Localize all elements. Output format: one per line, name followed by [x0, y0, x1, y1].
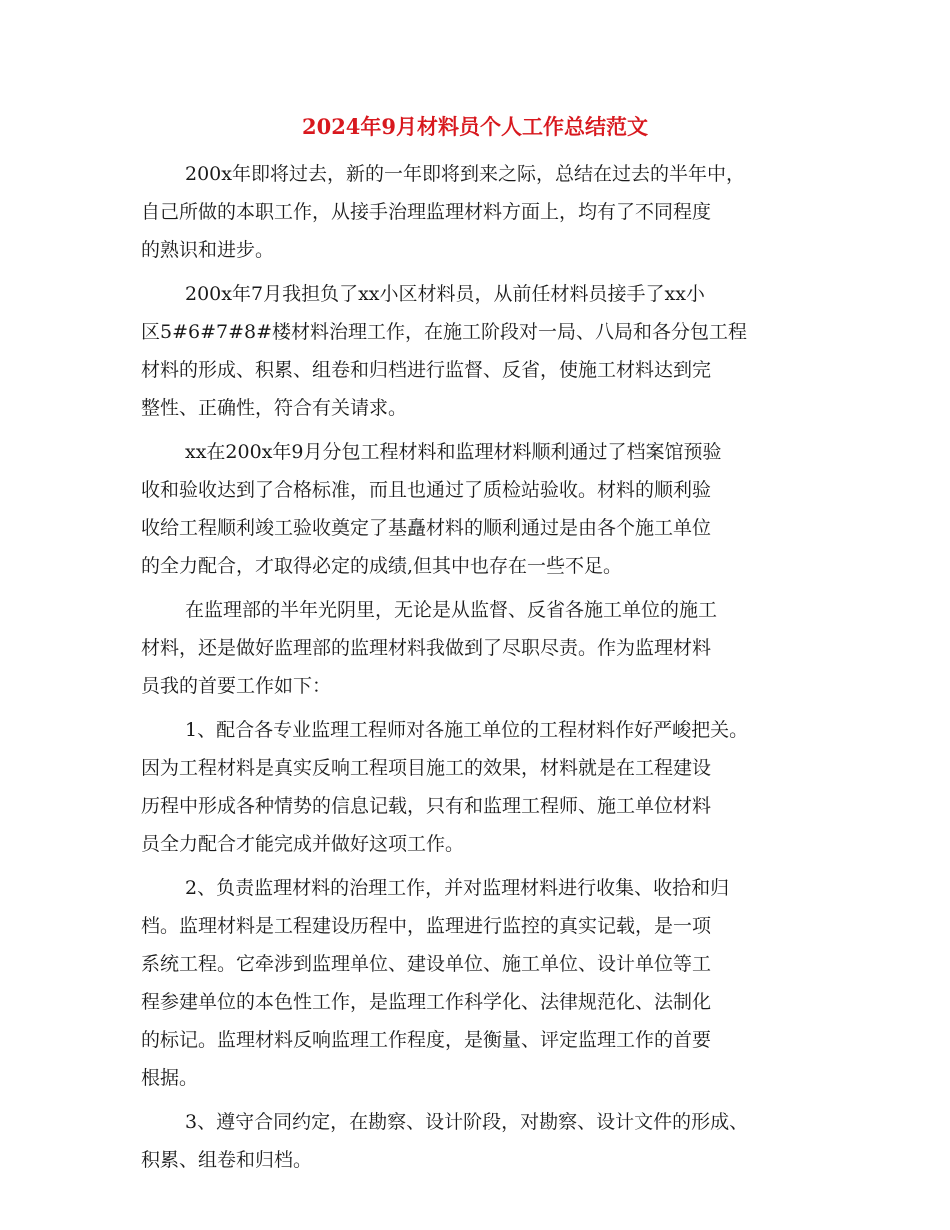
paragraph-6 [141, 869, 831, 1097]
text-line: 档。监理材料是工程建设历程中，监理进行监控的真实记载，是一项 [141, 915, 712, 937]
text-line: 的标记。监理材料反响监理工作程度，是衡量、评定监理工作的首要 [141, 1029, 712, 1051]
text-line: 区5#6#7#8#楼材料治理工作，在施工阶段对一局、八局和各分包工程 [141, 321, 748, 343]
text-line: 1、配合各专业监理工程师对各施工单位的工程材料作好严峻把关。 [185, 719, 749, 741]
text-line: 2、负责监理材料的治理工作，并对监理材料进行收集、收拾和归 [185, 877, 730, 899]
text-line: 因为工程材料是真实反响工程项目施工的效果，材料就是在工程建设 [141, 757, 712, 779]
paragraph-5 [141, 711, 831, 863]
paragraph-3 [141, 433, 831, 585]
text-line: 系统工程。它牵涉到监理单位、建设单位、施工单位、设计单位等工 [141, 953, 712, 975]
paragraph-4 [141, 591, 831, 705]
text-line: 的熟识和进步。 [141, 239, 275, 261]
text-line: 自己所做的本职工作，从接手治理监理材料方面上，均有了不同程度 [141, 201, 712, 223]
text-line: 200x年7月我担负了xx小区材料员，从前任材料员接手了xx小 [185, 283, 705, 305]
paragraph-7 [141, 1103, 831, 1179]
paragraph-1 [141, 155, 831, 269]
text-line: 历程中形成各种情势的信息记载，只有和监理工程师、施工单位材料 [141, 795, 712, 817]
text-line: 收和验收达到了合格标准，而且也通过了质检站验收。材料的顺利验 [141, 479, 712, 501]
text-line: 的全力配合，才取得必定的成绩,但其中也存在一些不足。 [141, 555, 623, 577]
text-line: 200x年即将过去，新的一年即将到来之际，总结在过去的半年中， [185, 163, 745, 185]
document-body [141, 155, 831, 1185]
text-line: 整性、正确性，符合有关请求。 [141, 397, 408, 419]
text-line: 员我的首要工作如下： [141, 675, 332, 697]
text-line: xx在200x年9月分包工程材料和监理材料顺利通过了档案馆预验 [185, 441, 722, 463]
document-title: 2024年9月材料员个人工作总结范文 [301, 114, 649, 139]
paragraph-2 [141, 275, 831, 427]
text-line: 收给工程顺利竣工验收奠定了基矗材料的顺利通过是由各个施工单位 [141, 517, 712, 539]
text-line: 材料的形成、积累、组卷和归档进行监督、反省，使施工材料达到完 [141, 359, 712, 381]
text-line: 在监理部的半年光阴里，无论是从监督、反省各施工单位的施工 [185, 599, 718, 621]
text-line: 材料，还是做好监理部的监理材料我做到了尽职尽责。作为监理材料 [141, 637, 712, 659]
text-line: 根据。 [141, 1067, 199, 1089]
text-line: 积累、组卷和归档。 [141, 1149, 313, 1171]
text-line: 员全力配合才能完成并做好这项工作。 [141, 833, 465, 855]
text-line: 3、遵守合同约定，在勘察、设计阶段，对勘察、设计文件的形成、 [185, 1111, 749, 1133]
text-line: 程参建单位的本色性工作，是监理工作科学化、法律规范化、法制化 [141, 991, 712, 1013]
